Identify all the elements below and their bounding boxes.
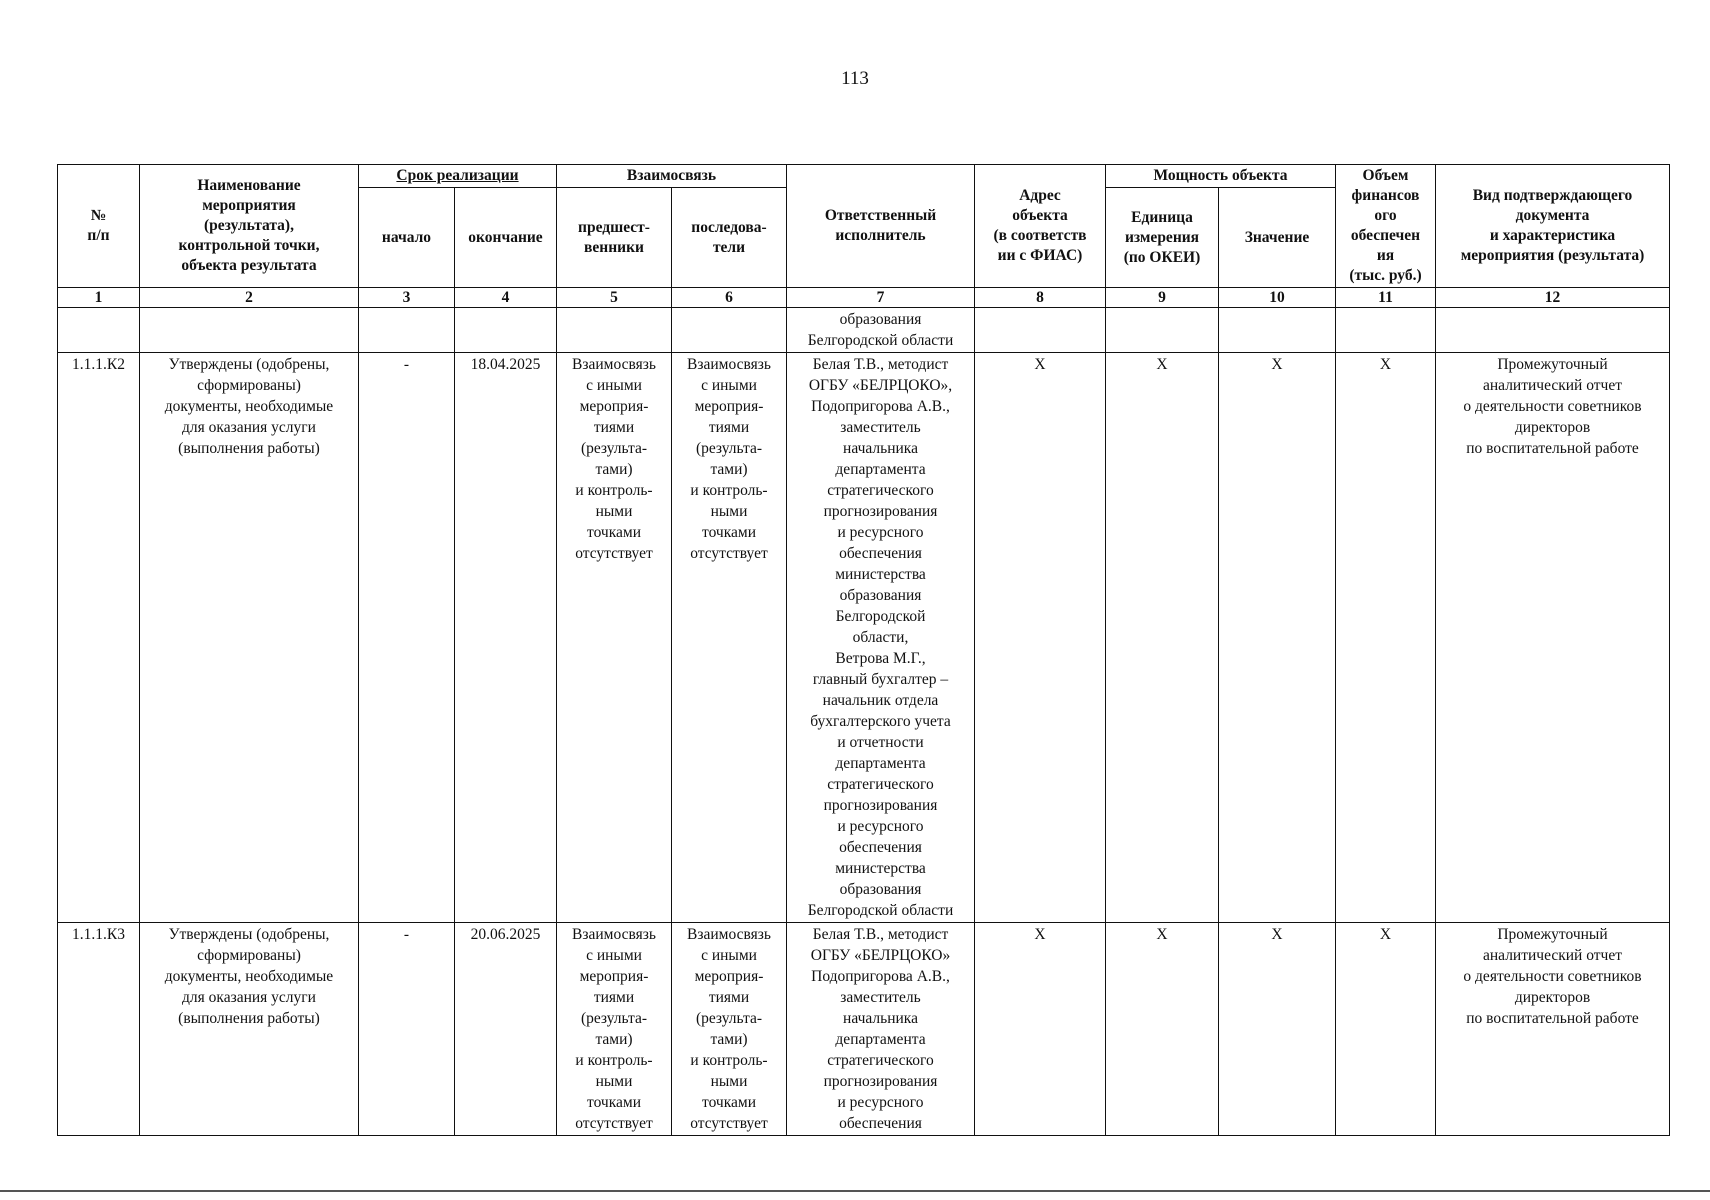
header-term-start: начало xyxy=(359,188,455,288)
column-number: 9 xyxy=(1106,288,1219,308)
header-link-next: последова- тели xyxy=(672,188,787,288)
column-number: 1 xyxy=(58,288,140,308)
table-row xyxy=(58,923,1670,1136)
plan-table xyxy=(57,164,1670,1136)
cell-end: 20.06.2025 xyxy=(455,923,557,1136)
cell-finance xyxy=(1336,308,1436,353)
column-number: 12 xyxy=(1436,288,1670,308)
header-doc: Вид подтверждающего документа и характеристика мероприятия (результата) xyxy=(1436,165,1670,288)
cell-executor: Белая Т.В., методист ОГБУ «БЕЛРЦОКО» Подопригорова А.В., заместитель начальника департамента стратегического прогнозирования и ресурсного обеспечения xyxy=(787,923,975,1136)
header-finance: Объем финансов ого обеспечен ия (тыс. руб.) xyxy=(1336,165,1436,288)
scan-edge-line xyxy=(0,1190,1710,1192)
table-row-continued xyxy=(58,308,1670,353)
cell-address: Х xyxy=(975,923,1106,1136)
cell-num: 1.1.1.К2 xyxy=(58,353,140,923)
header-address: Адрес объекта (в соответств ии с ФИАС) xyxy=(975,165,1106,288)
cell-name: Утверждены (одобрены, сформированы) документы, необходимые для оказания услуги (выполнения работы) xyxy=(140,353,359,923)
column-number: 2 xyxy=(140,288,359,308)
column-number: 6 xyxy=(672,288,787,308)
column-numbers-row xyxy=(58,288,1670,308)
header-link-prev: предшест- венники xyxy=(557,188,672,288)
cell-executor: образования Белгородской области xyxy=(787,308,975,353)
cell-start xyxy=(359,308,455,353)
header-value: Значение xyxy=(1219,188,1336,288)
cell-name xyxy=(140,308,359,353)
page-number: 113 xyxy=(841,68,869,89)
cell-unit xyxy=(1106,308,1219,353)
header-num: № п/п xyxy=(58,165,140,288)
column-number: 5 xyxy=(557,288,672,308)
column-number: 10 xyxy=(1219,288,1336,308)
column-number: 7 xyxy=(787,288,975,308)
header-unit: Единица измерения (по ОКЕИ) xyxy=(1106,188,1219,288)
cell-num: 1.1.1.К3 xyxy=(58,923,140,1136)
header-link-group: Взаимосвязь xyxy=(557,165,787,188)
cell-prev: Взаимосвязь с иными мероприя- тиями (результа- тами) и контроль- ными точками отсутствует xyxy=(557,353,672,923)
cell-address: Х xyxy=(975,353,1106,923)
cell-name: Утверждены (одобрены, сформированы) документы, необходимые для оказания услуги (выполнения работы) xyxy=(140,923,359,1136)
cell-unit: Х xyxy=(1106,353,1219,923)
column-number: 4 xyxy=(455,288,557,308)
column-number: 11 xyxy=(1336,288,1436,308)
cell-end xyxy=(455,308,557,353)
cell-executor: Белая Т.В., методист ОГБУ «БЕЛРЦОКО», Подопригорова А.В., заместитель начальника департамента стратегического прогнозирования и ресурсного обеспечения министерства образования Белгородской области, Ветрова М.Г., главный бухгалтер – начальник отдела бухгалтерского учета и отчетности департамента стратегического прогнозирования и ресурсного обеспечения министерства образования Белгородской области xyxy=(787,353,975,923)
cell-next: Взаимосвязь с иными мероприя- тиями (результа- тами) и контроль- ными точками отсутствует xyxy=(672,923,787,1136)
cell-prev xyxy=(557,308,672,353)
cell-value xyxy=(1219,308,1336,353)
cell-start: - xyxy=(359,353,455,923)
cell-next: Взаимосвязь с иными мероприя- тиями (результа- тами) и контроль- ными точками отсутствует xyxy=(672,353,787,923)
column-number: 3 xyxy=(359,288,455,308)
cell-unit: Х xyxy=(1106,923,1219,1136)
cell-address xyxy=(975,308,1106,353)
cell-end: 18.04.2025 xyxy=(455,353,557,923)
header-name: Наименование мероприятия (результата), контрольной точки, объекта результата xyxy=(140,165,359,288)
cell-finance: Х xyxy=(1336,353,1436,923)
cell-value: Х xyxy=(1219,353,1336,923)
cell-doc: Промежуточный аналитический отчет о деятельности советников директоров по воспитательной работе xyxy=(1436,923,1670,1136)
column-number: 8 xyxy=(975,288,1106,308)
header-executor: Ответственный исполнитель xyxy=(787,165,975,288)
header-term-group: Срок реализации xyxy=(359,165,557,188)
cell-next xyxy=(672,308,787,353)
header-capacity-group: Мощность объекта xyxy=(1106,165,1336,188)
cell-start: - xyxy=(359,923,455,1136)
table-header xyxy=(58,165,1670,308)
cell-num xyxy=(58,308,140,353)
cell-prev: Взаимосвязь с иными мероприя- тиями (результа- тами) и контроль- ными точками отсутствует xyxy=(557,923,672,1136)
cell-value: Х xyxy=(1219,923,1336,1136)
header-term-end: окончание xyxy=(455,188,557,288)
cell-finance: Х xyxy=(1336,923,1436,1136)
cell-doc: Промежуточный аналитический отчет о деятельности советников директоров по воспитательной работе xyxy=(1436,353,1670,923)
cell-doc xyxy=(1436,308,1670,353)
table-row xyxy=(58,353,1670,923)
